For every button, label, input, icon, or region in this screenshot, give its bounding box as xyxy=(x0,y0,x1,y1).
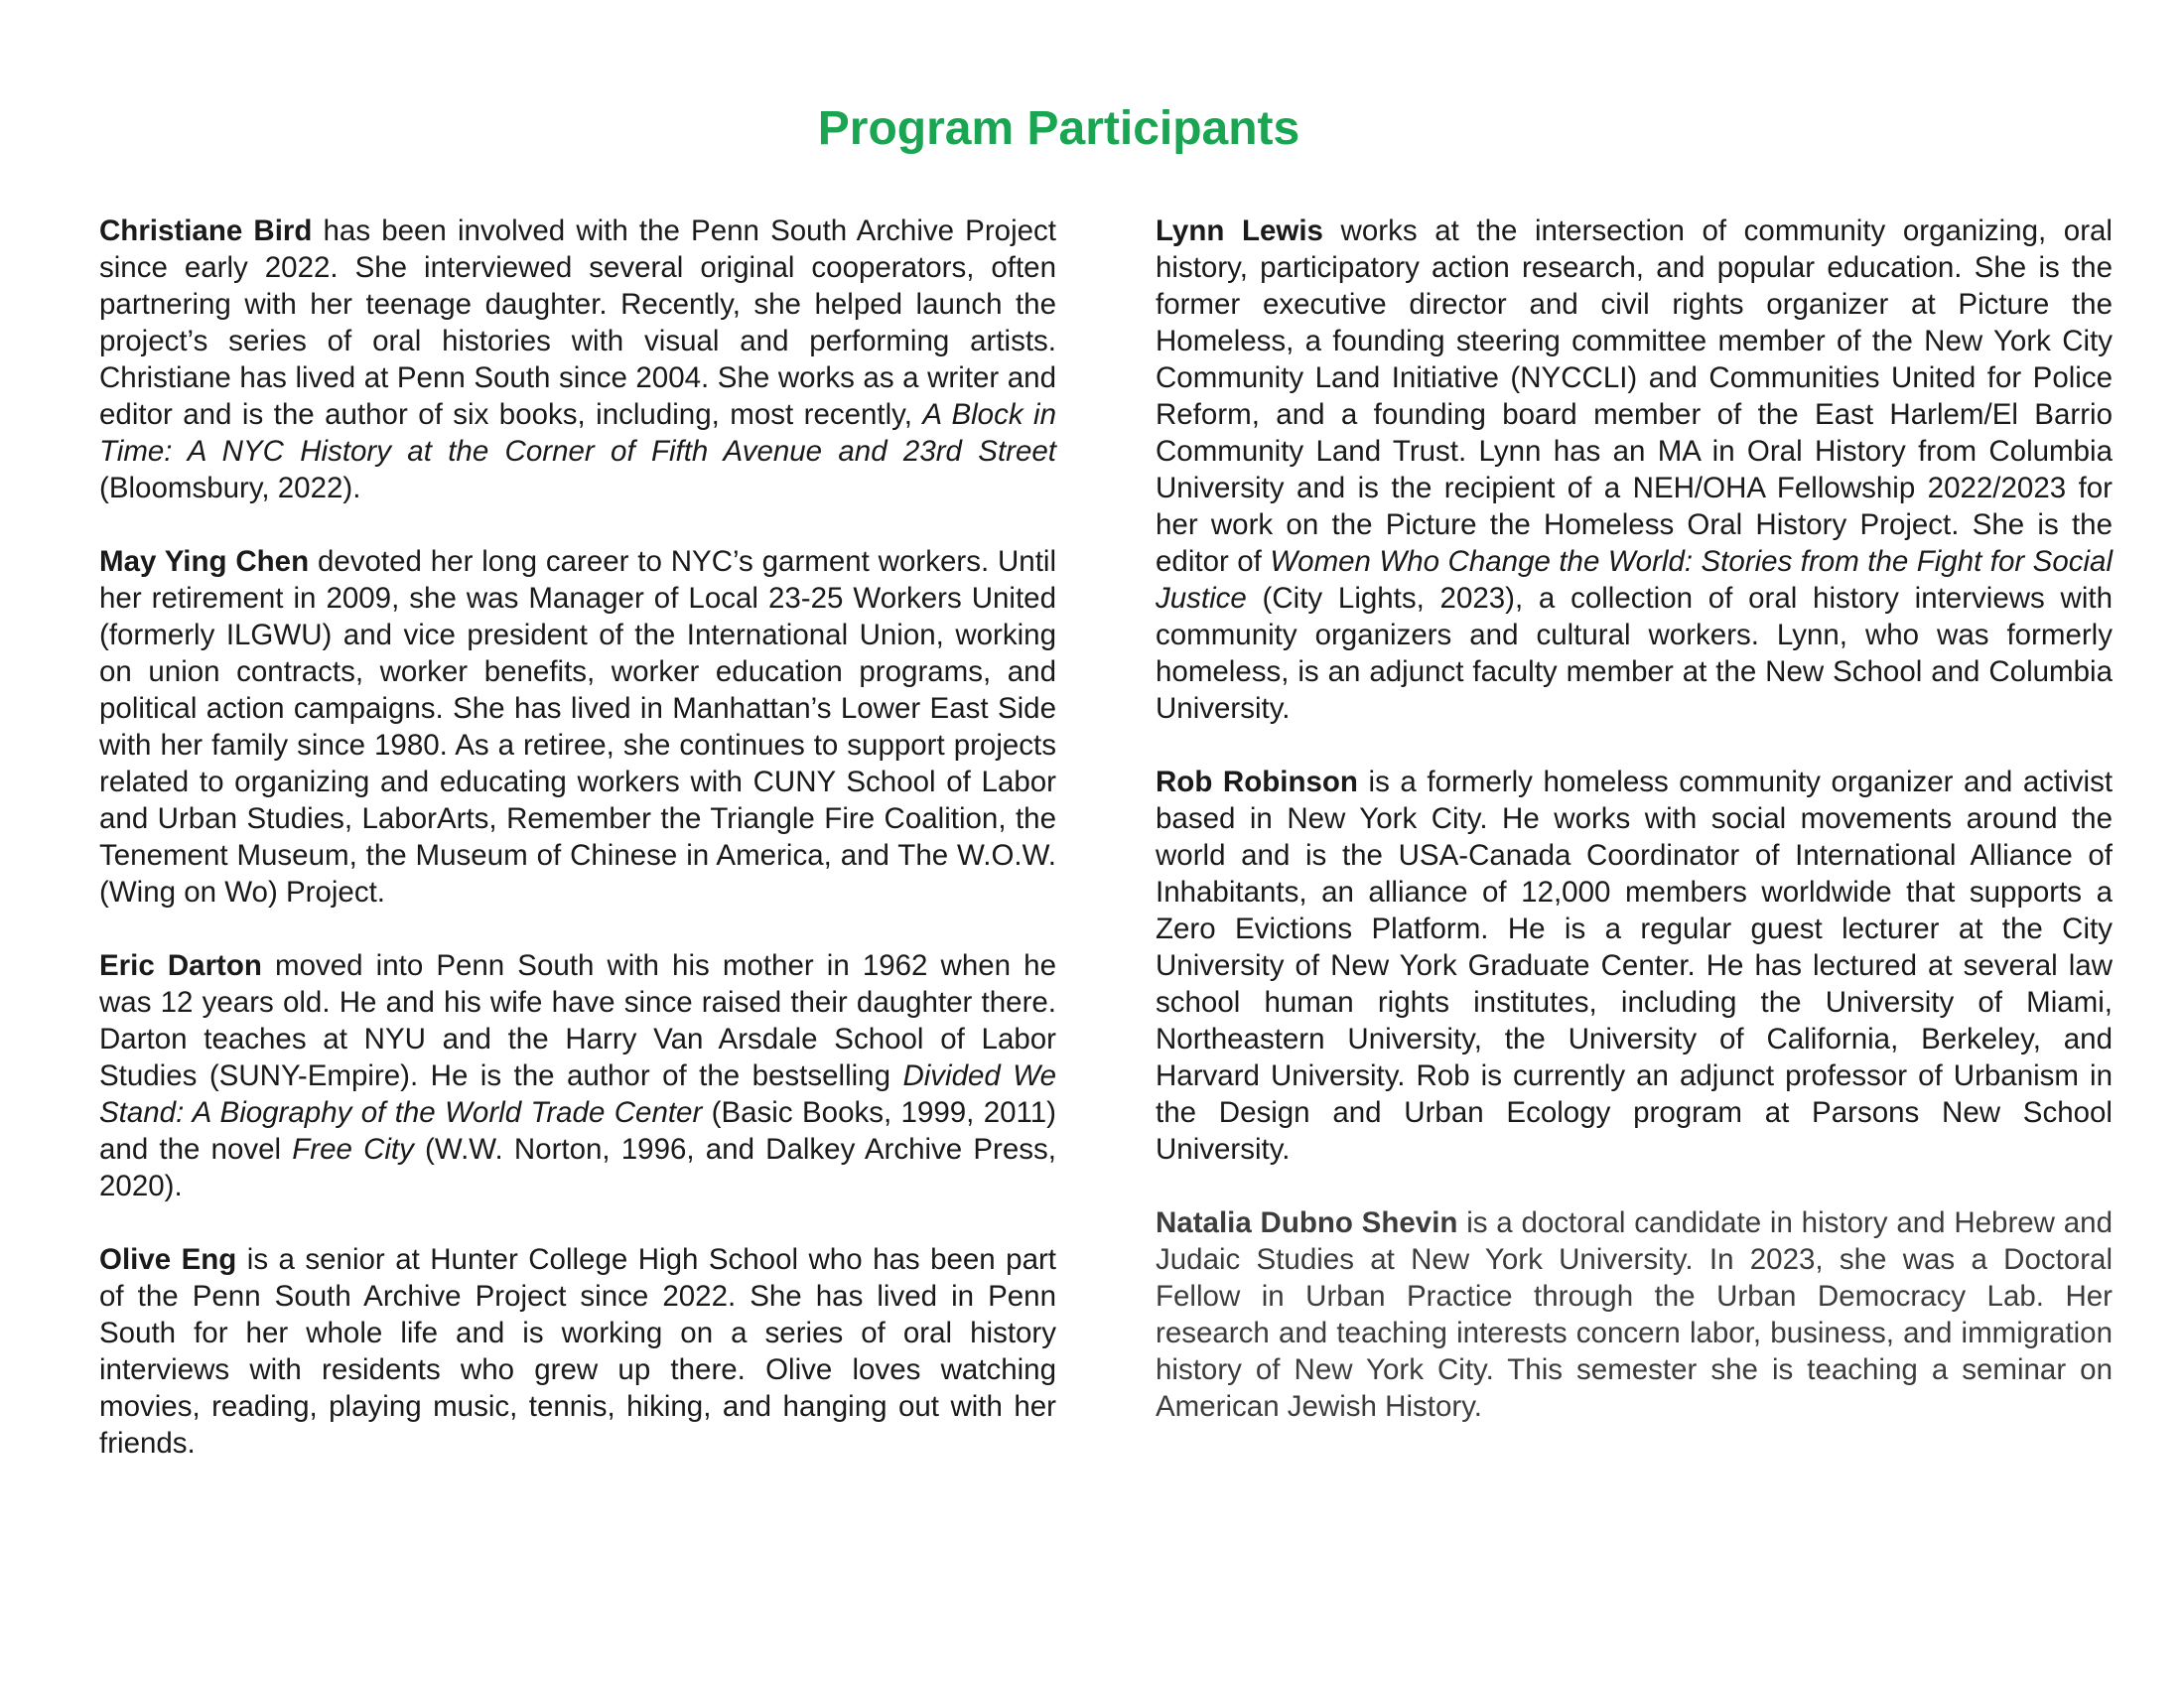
bio-text: (City Lights, 2023), a collection of oral history interviews with community organizers and cultural workers. Lynn, who was formerly homeless, is an adjunct faculty member at the New School and Columbia University. xyxy=(1156,582,2113,725)
participant-name: Christiane Bird xyxy=(99,214,313,247)
book-title: Women Who Change the World: Stories from the Fight for Social Justice xyxy=(1156,545,2113,615)
bio-natalia-dubno-shevin xyxy=(1156,1204,2113,1425)
participant-name: Rob Robinson xyxy=(1156,766,1358,798)
right-column xyxy=(1156,212,2113,1462)
bio-lynn-lewis xyxy=(1156,212,2113,727)
bio-text: (Basic Books, 1999, 2011) and the novel xyxy=(99,1096,1056,1166)
bio-text: devoted her long career to NYC’s garment workers. Until her retirement in 2009, she was Manager of Local 23-25 Workers United (formerly ILGWU) and vice president of the International Union, working on union contracts, worker benefits, worker education programs, and political action campaigns. She has lived in Manhattan’s Lower East Side with her family since 1980. As a retiree, she continues to support projects related to organizing and educating workers with CUNY School of Labor and Urban Studies, LaborArts, Remember the Triangle Fire Coalition, the Tenement Museum, the Museum of Chinese in America, and The W.O.W. (Wing on Wo) Project. xyxy=(99,545,1056,909)
bio-eric-darton xyxy=(99,947,1056,1204)
participant-name: Natalia Dubno Shevin xyxy=(1156,1206,1458,1239)
left-column xyxy=(99,212,1056,1498)
bio-text: (W.W. Norton, 1996, and Dalkey Archive Press, 2020). xyxy=(99,1133,1056,1202)
bio-olive-eng xyxy=(99,1241,1056,1462)
page-title: Program Participants xyxy=(817,102,1300,155)
participant-name: Lynn Lewis xyxy=(1156,214,1323,247)
bio-text: works at the intersection of community organizing, oral history, participatory action research, and popular education. She is the former executive director and civil rights organizer at Picture the Homeless, a founding steering committee member of the New York City Community Land Initiative (NYCCLI) and Communities United for Police Reform, and a founding board member of the East Harlem/El Barrio Community Land Trust. Lynn has an MA in Oral History from Columbia University and is the recipient of a NEH/OHA Fellowship 2022/2023 for her work on the Picture the Homeless Oral History Project. She is the editor of xyxy=(1156,214,2113,578)
bio-may-ying-chen xyxy=(99,543,1056,911)
bio-rob-robinson xyxy=(1156,764,2113,1168)
participant-name: May Ying Chen xyxy=(99,545,310,578)
book-title: Free City xyxy=(292,1133,414,1166)
bio-text: moved into Penn South with his mother in 1962 when he was 12 years old. He and his wife have since raised their daughter there. Darton teaches at NYU and the Harry Van Arsdale School of Labor Studies (SUNY-Empire). He is the author of the bestselling xyxy=(99,949,1056,1092)
bio-text: is a senior at Hunter College High School who has been part of the Penn South Archive Project since 2022. She has lived in Penn South for her whole life and is working on a series of oral history interviews with residents who grew up there. Olive loves watching movies, reading, playing music, tennis, hiking, and hanging out with her friends. xyxy=(99,1243,1056,1460)
participant-name: Olive Eng xyxy=(99,1243,237,1276)
bio-christiane-bird xyxy=(99,212,1056,506)
book-title: Divided We Stand: A Biography of the World Trade Center xyxy=(99,1059,1056,1129)
bio-text: is a formerly homeless community organizer and activist based in New York City. He works with social movements around the world and is the USA-Canada Coordinator of International Alliance of Inhabitants, an alliance of 12,000 members worldwide that supports a Zero Evictions Platform. He is a regular guest lecturer at the City University of New York Graduate Center. He has lectured at several law school human rights institutes, including the University of Miami, Northeastern University, the University of California, Berkeley, and Harvard University. Rob is currently an adjunct professor of Urbanism in the Design and Urban Ecology program at Parsons New School University. xyxy=(1156,766,2114,1166)
bio-text: has been involved with the Penn South Archive Project since early 2022. She interviewed several original cooperators, often partnering with her teenage daughter. Recently, she helped launch the project’s series of oral histories with visual and performing artists. Christiane has lived at Penn South since 2004. She works as a writer and editor and is the author of six books, including, most recently, xyxy=(99,214,1056,431)
bio-text: (Bloomsbury, 2022). xyxy=(99,472,361,504)
bio-text: is a doctoral candidate in history and Hebrew and Judaic Studies at New York University. In 2023, she was a Doctoral Fellow in Urban Practice through the Urban Democracy Lab. Her research and teaching interests concern labor, business, and immigration history of New York City. This semester she is teaching a seminar on American Jewish History. xyxy=(1156,1206,2113,1423)
book-title: A Block in Time: A NYC History at the Corner of Fifth Avenue and 23rd Street xyxy=(99,398,1056,468)
participant-name: Eric Darton xyxy=(99,949,262,982)
